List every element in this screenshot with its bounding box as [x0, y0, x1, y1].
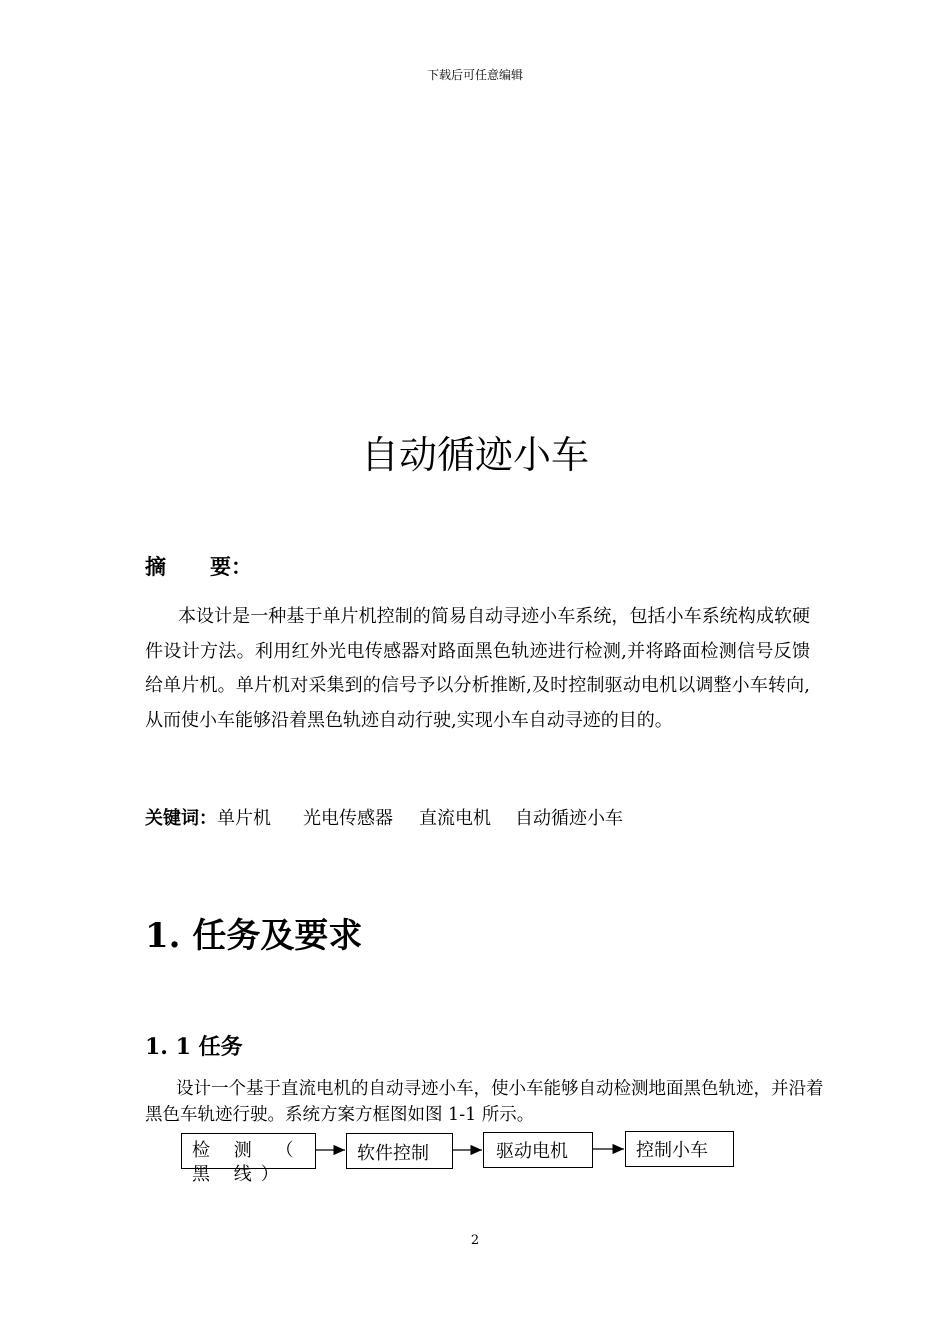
keyword-item: 单片机: [217, 808, 271, 829]
page-number: 2: [470, 1233, 480, 1248]
keyword-item: 直流电机: [419, 808, 491, 829]
flow-box-car: 控制小车: [625, 1131, 734, 1167]
abstract-label-b: 要：: [210, 555, 252, 579]
flow-box-motor: 驱动电机: [483, 1132, 593, 1168]
task-paragraph: 设计一个基于直流电机的自动寻迹小车，使小车能够自动检测地面黑色轨迹，并沿着黑色车轨迹行驶。系统方案方框图如图 1-1 所示。: [145, 1079, 824, 1125]
abstract-label-a: 摘: [145, 555, 166, 579]
abstract-text: 本设计是一种基于单片机控制的简易自动寻迹小车系统，包括小车系统构成软硬件设计方法。利用红外光电传感器对路面黑色轨迹进行检测,并将路面检测信号反馈给单片机。单片机对采集到的信号予以分析推断,及时控制驱动电机以调整小车转向,从而使小车能够沿着黑色轨迹自动行驶,实现小车自动寻迹的目的。: [145, 606, 810, 731]
keyword-item: 光电传感器: [303, 808, 393, 829]
flow-box-label: 检 测 （ 黑 线）: [192, 1140, 303, 1185]
keyword-item: 自动循迹小车: [515, 808, 623, 829]
document-title: 自动循迹小车: [360, 433, 589, 477]
subsection-heading: 1. 1 任务: [145, 1034, 243, 1060]
page-header: 下载后可任意编辑: [426, 68, 523, 82]
section-heading: 1. 任务及要求: [145, 916, 363, 956]
flow-box-detect: [181, 1133, 316, 1185]
keywords-label: 关键词：: [145, 808, 217, 829]
flow-box-software: 软件控制: [346, 1133, 453, 1169]
